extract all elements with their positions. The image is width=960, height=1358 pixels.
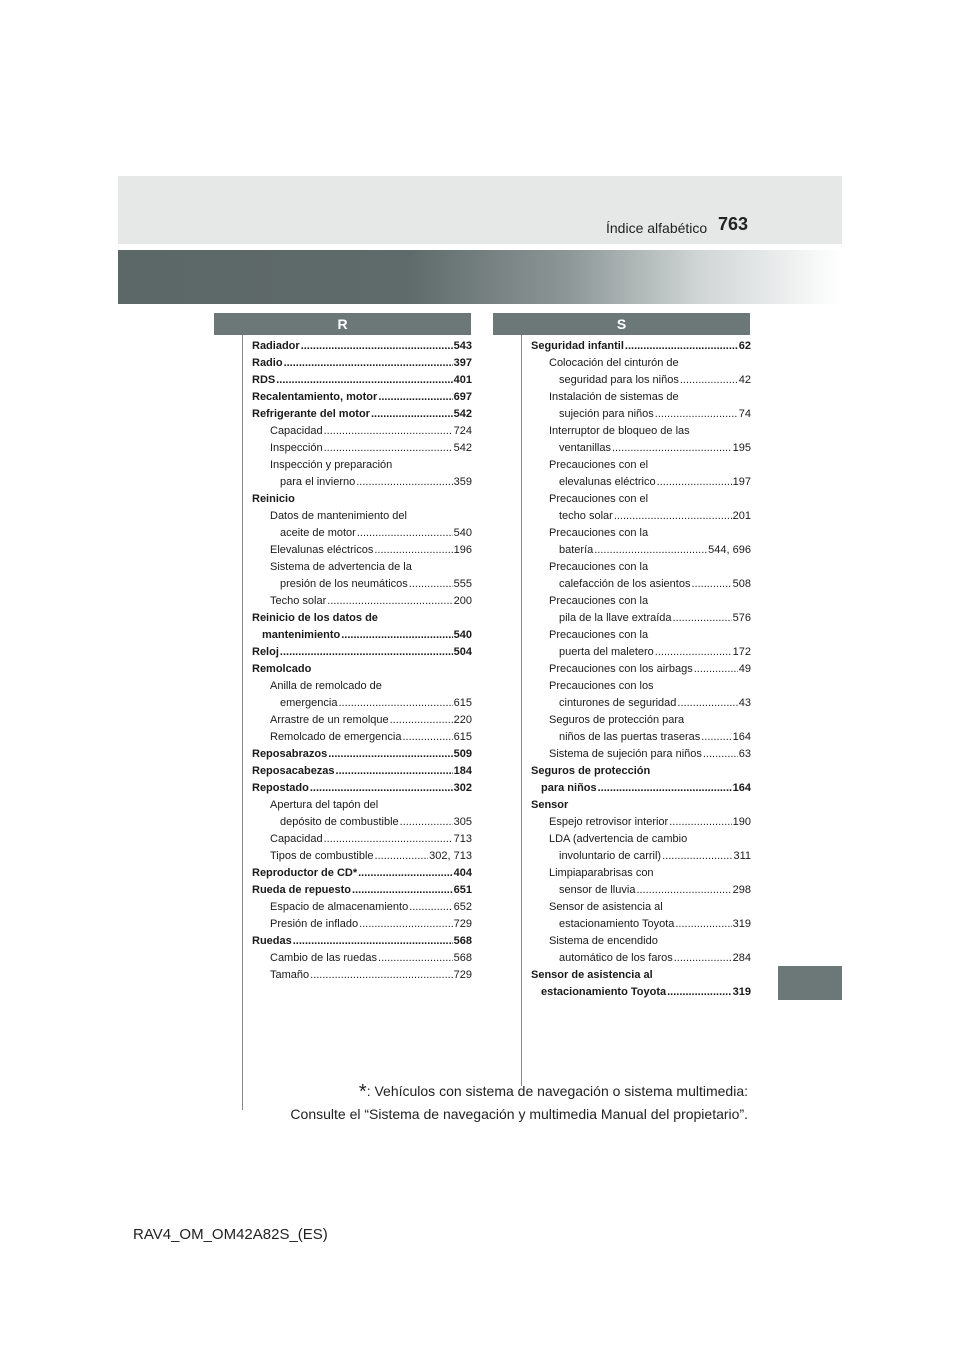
leader-dots	[324, 423, 453, 440]
entry-term: para el invierno	[280, 476, 356, 488]
entry-page: 542	[453, 442, 472, 454]
leader-dots	[328, 746, 452, 763]
entry-term: seguridad para los niños	[559, 374, 679, 386]
index-entry	[252, 848, 472, 865]
entry-page: 200	[453, 595, 472, 607]
entry-term: Remolcado de emergencia	[270, 731, 402, 743]
leader-dots	[677, 695, 737, 712]
entry-page: 197	[732, 476, 751, 488]
index-heading-line: Reinicio de los datos de	[252, 612, 378, 624]
entry-term: Ruedas	[252, 935, 292, 947]
index-heading-line: Sistema de encendido	[549, 935, 658, 947]
index-entry	[252, 355, 472, 372]
column-divider	[521, 330, 522, 1086]
index-heading-line: Inspección y preparación	[270, 459, 393, 471]
entry-term: niños de las puertas traseras	[559, 731, 701, 743]
index-entry	[252, 712, 472, 729]
leader-dots	[636, 882, 731, 899]
index-entry	[531, 474, 751, 491]
entry-page: 576	[732, 612, 751, 624]
entry-page: 397	[453, 357, 472, 369]
entry-page: 201	[732, 510, 751, 522]
entry-term: Espacio de almacenamiento	[270, 901, 409, 913]
leader-dots	[657, 474, 732, 491]
footnote-line-2: Consulte el “Sistema de navegación y multimedia Manual del propietario”.	[290, 1106, 748, 1122]
leader-dots	[324, 440, 453, 457]
index-entry	[252, 763, 472, 780]
entry-term: Elevalunas eléctricos	[270, 544, 374, 556]
index-entry	[252, 440, 472, 457]
index-entry	[531, 848, 751, 865]
entry-page: 302, 713	[429, 850, 472, 862]
index-entry	[531, 729, 751, 746]
footnote-text-1: : Vehículos con sistema de navegación o sistema multimedia:	[366, 1083, 748, 1099]
index-heading-line: Precauciones con la	[549, 629, 649, 641]
index-entry	[252, 950, 472, 967]
leader-dots	[400, 814, 453, 831]
entry-term: Reposabrazos	[252, 748, 328, 760]
entry-page: 164	[732, 731, 751, 743]
entry-page: 190	[732, 816, 751, 828]
index-entry	[252, 814, 472, 831]
entry-page: 615	[453, 697, 472, 709]
leader-dots	[655, 644, 732, 661]
entry-term: estacionamiento Toyota	[541, 986, 667, 998]
index-entry	[531, 661, 751, 678]
leader-dots	[375, 848, 429, 865]
index-entry	[531, 372, 751, 389]
entry-term: elevalunas eléctrico	[559, 476, 656, 488]
leader-dots	[371, 406, 453, 423]
index-entry	[252, 746, 472, 763]
entry-page: 172	[732, 646, 751, 658]
index-entry	[531, 406, 751, 423]
index-entry	[252, 542, 472, 559]
entry-page: 508	[732, 578, 751, 590]
leader-dots	[655, 406, 738, 423]
entry-page: 615	[453, 731, 472, 743]
entry-page: 184	[453, 765, 472, 777]
entry-page: 544, 696	[708, 544, 751, 556]
entry-page: 302	[453, 782, 472, 794]
entry-term: pila de la llave extraída	[559, 612, 672, 624]
entry-term: Sistema de sujeción para niños	[549, 748, 702, 760]
leader-dots	[691, 576, 731, 593]
index-entry	[531, 610, 751, 627]
index-heading-line: Sensor de asistencia al	[531, 969, 653, 981]
entry-term: Recalentamiento, motor	[252, 391, 378, 403]
leader-dots	[701, 729, 731, 746]
entry-page: 42	[738, 374, 751, 386]
page-number: 763	[718, 214, 749, 234]
index-entry	[252, 967, 472, 984]
entry-page: 509	[453, 748, 472, 760]
entry-term: para niños	[541, 782, 597, 794]
leader-dots	[358, 865, 453, 882]
leader-dots	[667, 984, 732, 1001]
index-entry	[252, 882, 472, 899]
entry-term: presión de los neumáticos	[280, 578, 408, 590]
index-entry	[531, 916, 751, 933]
index-entry	[252, 933, 472, 950]
entry-term: RDS	[252, 374, 276, 386]
index-entry	[252, 593, 472, 610]
entry-term: Capacidad	[270, 833, 323, 845]
entry-page: 359	[453, 476, 472, 488]
leader-dots	[674, 950, 732, 967]
leader-dots	[598, 780, 732, 797]
index-heading-line: Datos de mantenimiento del	[270, 510, 407, 522]
entry-term: Presión de inflado	[270, 918, 359, 930]
thumb-tab-marker	[778, 966, 842, 1000]
index-heading-line: LDA (advertencia de cambio	[549, 833, 688, 845]
footnote-asterisk: *	[358, 1081, 367, 1103]
entry-page: 713	[453, 833, 472, 845]
leader-dots	[293, 933, 453, 950]
leader-dots	[614, 508, 732, 525]
leader-dots	[338, 695, 452, 712]
letter-heading-s: S	[493, 313, 750, 335]
leader-dots	[612, 440, 732, 457]
index-heading-line: Precauciones con el	[549, 459, 649, 471]
entry-term: emergencia	[280, 697, 338, 709]
index-entry	[252, 916, 472, 933]
index-entry	[252, 729, 472, 746]
letter-heading-r: R	[214, 313, 471, 335]
leader-dots	[359, 916, 453, 933]
entry-page: 49	[738, 663, 751, 675]
index-entry	[252, 338, 472, 355]
entry-page: 729	[453, 969, 472, 981]
entry-page: 568	[453, 952, 472, 964]
entry-page: 697	[453, 391, 472, 403]
index-heading-line: Precauciones con la	[549, 561, 649, 573]
entry-term: Rueda de repuesto	[252, 884, 352, 896]
leader-dots	[324, 831, 453, 848]
index-entry	[531, 695, 751, 712]
index-heading-line: Sistema de advertencia de la	[270, 561, 412, 573]
index-entry	[252, 474, 472, 491]
index-heading-line: Precauciones con los	[549, 680, 654, 692]
entry-term: estacionamiento Toyota	[559, 918, 675, 930]
entry-page: 284	[732, 952, 751, 964]
leader-dots	[694, 661, 738, 678]
entry-page: 196	[453, 544, 472, 556]
entry-term: batería	[559, 544, 594, 556]
leader-dots	[280, 644, 453, 661]
entry-term: involuntario de carril)	[559, 850, 662, 862]
index-entry	[252, 644, 472, 661]
entry-page: 401	[453, 374, 472, 386]
entry-term: Reproductor de CD*	[252, 867, 358, 879]
leader-dots	[673, 610, 732, 627]
index-column-left	[252, 338, 472, 984]
index-entry	[531, 440, 751, 457]
leader-dots	[301, 338, 453, 355]
index-heading-line: Reinicio	[252, 493, 295, 505]
index-heading-line: Precauciones con la	[549, 527, 649, 539]
index-heading-line: Sensor de asistencia al	[549, 901, 663, 913]
entry-page: 319	[732, 986, 751, 998]
leader-dots	[402, 729, 452, 746]
index-entry	[531, 780, 751, 797]
index-heading-line: Apertura del tapón del	[270, 799, 379, 811]
entry-page: 504	[453, 646, 472, 658]
index-entry	[252, 406, 472, 423]
leader-dots	[357, 525, 453, 542]
index-heading-line: Anilla de remolcado de	[270, 680, 382, 692]
entry-term: techo solar	[559, 510, 613, 522]
header-gradient-bar	[118, 250, 842, 304]
index-entry	[252, 695, 472, 712]
leader-dots	[409, 899, 452, 916]
entry-page: 724	[453, 425, 472, 437]
entry-page: 543	[453, 340, 472, 352]
entry-term: Tipos de combustible	[270, 850, 374, 862]
leader-dots	[310, 780, 453, 797]
index-entry	[531, 338, 751, 355]
leader-dots	[378, 389, 452, 406]
entry-page: 319	[732, 918, 751, 930]
index-entry	[531, 950, 751, 967]
leader-dots	[327, 593, 452, 610]
entry-term: Refrigerante del motor	[252, 408, 370, 420]
entry-term: sujeción para niños	[559, 408, 654, 420]
index-entry	[531, 882, 751, 899]
index-heading-line: Seguros de protección	[531, 765, 651, 777]
entry-term: depósito de combustible	[280, 816, 399, 828]
index-entry	[252, 372, 472, 389]
entry-term: Reloj	[252, 646, 279, 658]
leader-dots	[390, 712, 453, 729]
footnote	[290, 1080, 748, 1125]
index-entry	[531, 814, 751, 831]
leader-dots	[409, 576, 453, 593]
entry-term: Precauciones con los airbags	[549, 663, 693, 675]
index-entry	[531, 984, 751, 1001]
index-entry	[252, 389, 472, 406]
entry-term: Radio	[252, 357, 283, 369]
leader-dots	[680, 372, 738, 389]
leader-dots	[625, 338, 738, 355]
leader-dots	[703, 746, 738, 763]
entry-page: 298	[732, 884, 751, 896]
index-heading-line: Sensor	[531, 799, 569, 811]
index-heading-line: Instalación de sistemas de	[549, 391, 679, 403]
entry-term: cinturones de seguridad	[559, 697, 677, 709]
index-heading-line: Precauciones con la	[549, 595, 649, 607]
leader-dots	[374, 542, 452, 559]
entry-term: Tamaño	[270, 969, 310, 981]
entry-term: Reposacabezas	[252, 765, 335, 777]
leader-dots	[284, 355, 453, 372]
entry-page: 63	[738, 748, 751, 760]
leader-dots	[356, 474, 452, 491]
index-entry	[252, 831, 472, 848]
entry-term: automático de los faros	[559, 952, 673, 964]
entry-term: Espejo retrovisor interior	[549, 816, 669, 828]
leader-dots	[276, 372, 452, 389]
entry-page: 164	[732, 782, 751, 794]
entry-page: 62	[738, 340, 751, 352]
entry-page: 542	[453, 408, 472, 420]
entry-page: 404	[453, 867, 472, 879]
leader-dots	[594, 542, 707, 559]
index-column-right	[531, 338, 751, 1001]
index-entry	[252, 780, 472, 797]
leader-dots	[336, 763, 453, 780]
entry-term: Inspección	[270, 442, 323, 454]
entry-page: 729	[453, 918, 472, 930]
document-code: RAV4_OM_OM42A82S_(ES)	[133, 1226, 328, 1243]
entry-page: 540	[453, 629, 472, 641]
index-heading-line: Limpiaparabrisas con	[549, 867, 654, 879]
leader-dots	[662, 848, 732, 865]
entry-page: 652	[453, 901, 472, 913]
leader-dots	[310, 967, 453, 984]
entry-term: mantenimiento	[262, 629, 341, 641]
entry-page: 555	[453, 578, 472, 590]
index-entry	[252, 423, 472, 440]
entry-term: calefacción de los asientos	[559, 578, 691, 590]
index-heading-line: Precauciones con el	[549, 493, 649, 505]
entry-page: 74	[738, 408, 751, 420]
entry-page: 540	[453, 527, 472, 539]
entry-page: 43	[738, 697, 751, 709]
index-entry	[252, 627, 472, 644]
section-title: Índice alfabético	[606, 220, 708, 236]
leader-dots	[669, 814, 731, 831]
left-margin-rule	[242, 330, 243, 1110]
index-entry	[252, 525, 472, 542]
index-entry	[531, 644, 751, 661]
entry-term: sensor de lluvia	[559, 884, 636, 896]
entry-term: Capacidad	[270, 425, 323, 437]
index-entry	[531, 542, 751, 559]
entry-term: Arrastre de un remolque	[270, 714, 389, 726]
leader-dots	[341, 627, 452, 644]
index-entry	[252, 865, 472, 882]
index-entry	[531, 746, 751, 763]
index-heading-line: Remolcado	[252, 663, 312, 675]
leader-dots	[378, 950, 453, 967]
index-entry	[531, 508, 751, 525]
index-heading-line: Seguros de protección para	[549, 714, 685, 726]
entry-page: 568	[453, 935, 472, 947]
index-entry	[252, 576, 472, 593]
entry-page: 651	[453, 884, 472, 896]
entry-term: Seguridad infantil	[531, 340, 624, 352]
leader-dots	[675, 916, 731, 933]
entry-page: 195	[732, 442, 751, 454]
entry-term: aceite de motor	[280, 527, 356, 539]
index-entry	[531, 576, 751, 593]
index-entry	[252, 899, 472, 916]
footnote-line-1	[290, 1080, 748, 1103]
entry-term: ventanillas	[559, 442, 611, 454]
leader-dots	[352, 882, 453, 899]
entry-term: Radiador	[252, 340, 300, 352]
entry-term: Cambio de las ruedas	[270, 952, 378, 964]
entry-page: 305	[453, 816, 472, 828]
entry-term: Repostado	[252, 782, 309, 794]
index-heading-line: Colocación del cinturón de	[549, 357, 679, 369]
entry-page: 311	[733, 850, 751, 862]
entry-page: 220	[453, 714, 472, 726]
entry-term: Techo solar	[270, 595, 327, 607]
entry-term: puerta del maletero	[559, 646, 654, 658]
index-heading-line: Interruptor de bloqueo de las	[549, 425, 690, 437]
